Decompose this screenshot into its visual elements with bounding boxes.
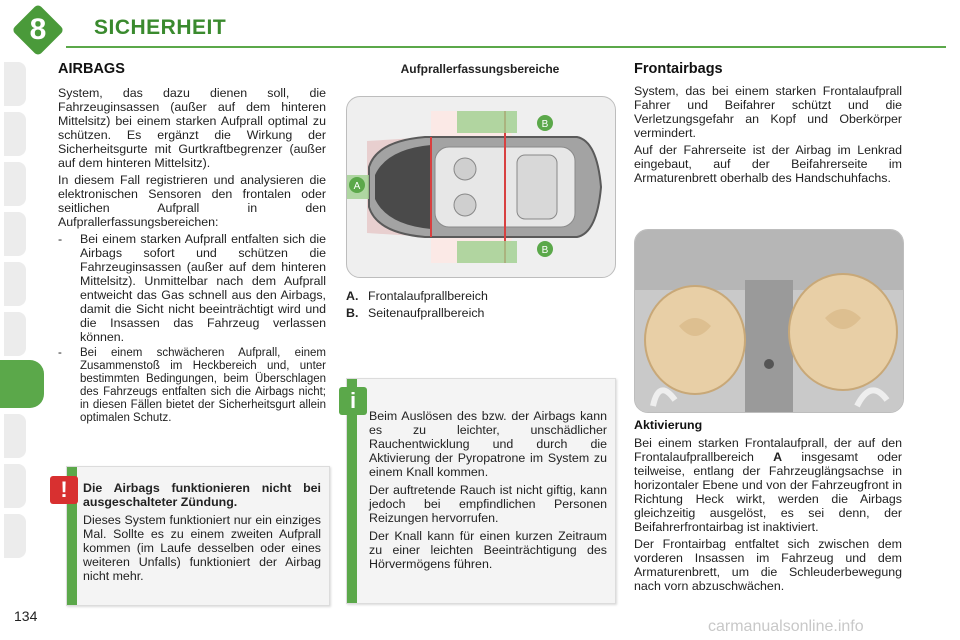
activation-paragraph: Bei einem starken Frontalaufprall, der auf den Frontalaufprallbereich A insgesamt oder teilweise, entlang der Fahrzeuglängsachse in horizontaler Ebene und von der Fahrzeugfront in Richtung Heck wirkt, werden die Airbags gleichzeitig ausgelöst, es sei denn, der Beifahrerfrontairbag ist inaktiviert. — [634, 436, 902, 534]
label-b-bottom: B — [541, 245, 549, 256]
paragraph: In diesem Fall registrieren und analysieren die elektronischen Sensoren den frontalen oder seitlichen Aufprall in den Aufprallerfassungsbereichen: — [58, 173, 326, 229]
front-seat — [454, 194, 476, 216]
chapter-tab-active[interactable] — [0, 360, 44, 408]
rear-bench — [517, 155, 557, 219]
chapter-tab[interactable] — [4, 212, 26, 256]
section-heading-airbags: AIRBAGS — [58, 61, 125, 77]
chapter-tab[interactable] — [4, 312, 26, 356]
legend-item: A. Frontalaufprallbereich — [346, 289, 488, 303]
chapter-tab[interactable] — [4, 62, 26, 106]
warning-icon: ! — [50, 476, 78, 504]
page-title: SICHERHEIT — [94, 16, 227, 39]
center-console — [745, 280, 793, 412]
side-arrow-top — [457, 111, 517, 133]
warning-text: Dieses System funktioniert nur ein einziges Mal. Sollte es zu einem zweiten Aufprall kommen (im Laufe desselben oder eines weiteren Unfalls) funktioniert der Airbag nicht mehr. — [83, 513, 321, 583]
passenger-airbag — [789, 274, 897, 390]
frontairbag-photo — [634, 229, 904, 413]
chapter-number: 8 — [29, 13, 47, 46]
side-arrow-bottom — [457, 241, 517, 263]
info-note — [346, 378, 616, 604]
info-paragraph: Beim Auslösen des bzw. der Airbags kann es zu leichter, unschädlicher Rauchentwicklung und durch die Aktivierung der Pyropatrone im System zu einem Knall kommen. — [369, 409, 607, 479]
paragraph: System, das dazu dienen soll, die Fahrzeuginsassen (außer auf dem hinteren Mittelsitz) bei einem starken Aufprall optimal zu schützen. Es ergänzt die Wirkung der Sicherheitsgurte mit Gurtkraftbegrenzer (außer auf dem hinteren Mittelsitz). — [58, 86, 326, 170]
info-paragraph: Der auftretende Rauch ist nicht giftig, kann jedoch bei empfindlichen Personen Reizungen hervorrufen. — [369, 483, 607, 525]
activation-heading: Aktivierung — [634, 418, 703, 432]
label-b-top: B — [541, 119, 549, 130]
activation-section — [634, 418, 902, 596]
airbag-illustration — [635, 230, 903, 412]
car-topview-illustration — [347, 97, 615, 277]
chapter-tab[interactable] — [4, 464, 26, 508]
header-divider — [66, 46, 946, 48]
info-paragraph: Der Knall kann für einen kurzen Zeitraum zu einer leichten Beeinträchtigung des Hörvermögens führen. — [369, 529, 607, 571]
activation-paragraph: Der Frontairbag entfaltet sich zwischen dem vorderen Insassen im Fahrzeug und dem Armaturenbrett, um die Schleuderbewegung nach vorn abzuschwächen. — [634, 537, 902, 593]
diagram-heading: Aufprallerfassungsbereiche — [400, 62, 560, 76]
legend-item: B. Seitenaufprallbereich — [346, 306, 485, 320]
list-item: - Bei einem starken Aufprall entfalten sich die Airbags sofort und schützen die Fahrzeuginsassen (außer auf dem hinteren Mittelsitz). Unmittelbar nach dem Aufprall entweicht das Gas schnell aus den Airbags, damit die Sicht nicht beeinträchtigt wird und die Insassen das Fahrzeug verlassen können. — [58, 232, 326, 344]
label-a: A — [353, 181, 361, 192]
warning-title: Die Airbags funktionieren nicht bei ausgeschalteter Zündung. — [83, 481, 321, 509]
right-column — [634, 62, 902, 188]
paragraph: Auf der Fahrerseite ist der Airbag im Lenkrad eingebaut, auf der Beifahrerseite im Armaturenbrett oberhalb des Handschuhfachs. — [634, 143, 902, 185]
list-item: - Bei einem schwächeren Aufprall, einem Zusammenstoß im Heckbereich und, unter bestimmten Bedingungen, beim Überschlagen des Fahrzeugs entfalten sich die Airbags nicht; in diesen Fällen bietet der Sicherheitsgurt allein optimalen Schutz. — [58, 347, 326, 424]
impact-zones-diagram — [346, 96, 616, 278]
watermark: carmanualsonline.info — [708, 618, 864, 635]
info-icon: i — [339, 387, 367, 415]
chapter-tab[interactable] — [4, 112, 26, 156]
driver-airbag — [645, 286, 745, 394]
chapter-tab[interactable] — [4, 162, 26, 206]
left-column — [58, 62, 326, 425]
warning-note — [66, 466, 330, 606]
paragraph: System, das bei einem starken Frontalaufprall Fahrer und Beifahrer schützt und die Verletzungsgefahr an Kopf und Oberkörper vermindert. — [634, 84, 902, 140]
section-heading-frontairbags: Frontairbags — [634, 61, 723, 77]
chapter-tab[interactable] — [4, 414, 26, 458]
page-number: 134 — [14, 608, 38, 624]
front-seat — [454, 158, 476, 180]
diagram-legend — [346, 288, 488, 322]
console-knob — [764, 359, 774, 369]
chapter-tab[interactable] — [4, 262, 26, 306]
chapter-tab[interactable] — [4, 514, 26, 558]
